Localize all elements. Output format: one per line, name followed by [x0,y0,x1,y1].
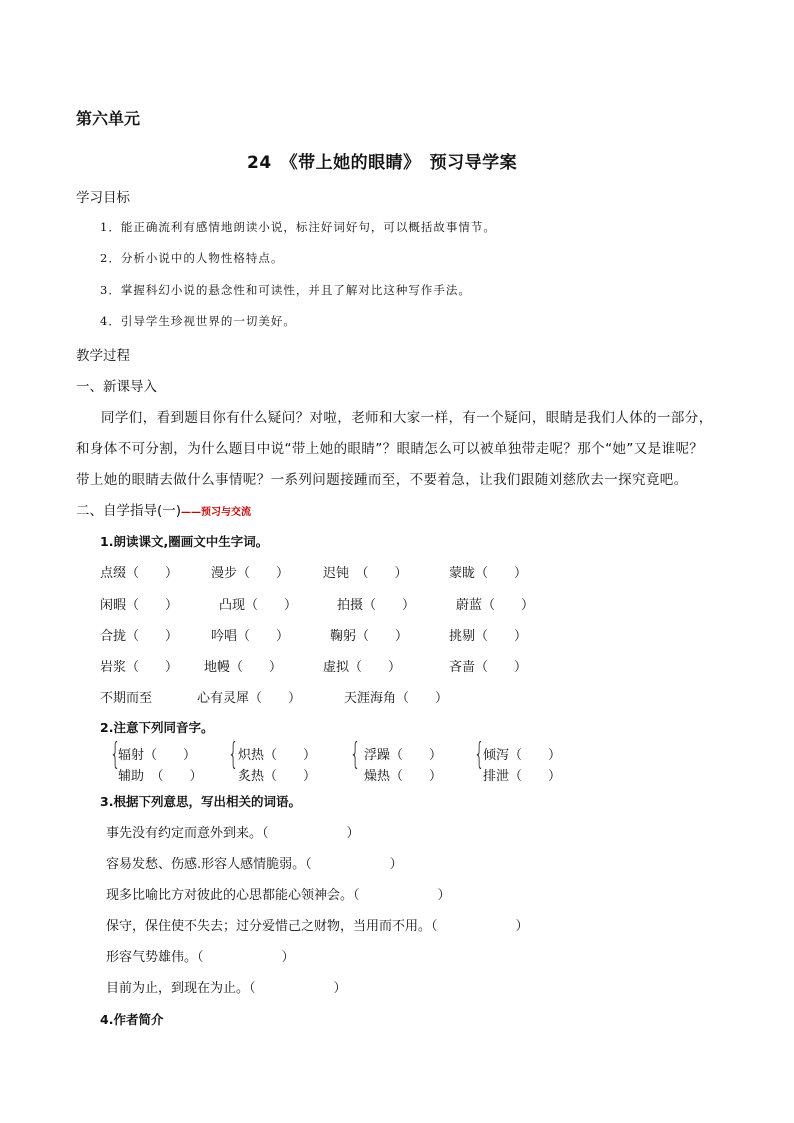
process-heading: 教学过程 [76,348,130,364]
vocab-item: 天涯海角（ ） [344,691,449,706]
objective-item: 2．分析小说中的人物性格特点。 [100,251,284,265]
homophone-item: 倾泻（ ） [483,748,562,763]
page-title: 24 《带上她的眼睛》 预习导学案 [247,153,518,173]
vocab-item: 鞠躬（ ） [330,629,409,644]
vocab-item: 蔚蓝（ ） [456,598,535,613]
question-3: 3.根据下列意思，写出相关的词语。 [100,794,301,809]
brace-icon: { [228,737,239,772]
homophone-item: 浮躁（ ） [364,748,443,763]
meaning-item: 保守，保住使不失去；过分爱惜己之财物，当用而不用。（ ） [106,919,529,934]
vocab-item: 蒙眬（ ） [449,566,528,581]
homophone-item: 炙热（ ） [238,769,317,784]
meaning-item: 目前为止，到现在为止。（ ） [106,981,347,996]
intro-line: 带上她的眼睛去做什么事情呢？一系列问题接踵而至，不要着急，让我们跟随刘慈欣去一探究竟吧。 [76,472,688,488]
section-self-study-heading [76,499,251,519]
homophone-item: 辅助 （ ） [118,769,203,784]
intro-line: 和身体不可分割，为什么题目中说“带上她的眼睛”？眼睛怎么可以被单独带走呢？那个“她”又是谁呢？ [76,441,704,457]
objective-item: 1．能正确流利有感情地朗读小说，标注好词好句，可以概括故事情节。 [100,220,496,234]
objective-item: 4．引导学生珍视世界的一切美好。 [100,314,296,328]
objective-item: 3．掌握科幻小说的悬念性和可读性，并且了解对比这种写作手法。 [100,283,471,297]
question-1: 1.朗读课文,圈画文中生字词。 [100,534,269,549]
homophone-item: 排泄（ ） [483,769,562,784]
homophone-item: 辐射（ ） [118,748,197,763]
homophone-item: 燥热（ ） [364,769,443,784]
homophone-item: 炽热（ ） [238,748,317,763]
section-intro-heading: 一、新课导入 [76,379,157,395]
section-self-study-sub: ——预习与交流 [181,507,252,518]
vocab-item: 岩浆（ ） [100,660,179,675]
unit-heading: 第六单元 [76,109,141,128]
meaning-item: 容易发愁、伤感.形容人感情脆弱。（ ） [106,857,403,872]
vocab-item: 心有灵犀（ ） [197,691,302,706]
brace-icon: { [474,737,485,772]
question-4: 4.作者简介 [100,1012,164,1027]
vocab-item: 地幔（ ） [204,660,283,675]
section-self-study-label: 二、自学指导(一) [76,503,182,519]
vocab-item: 闲暇（ ） [100,598,179,613]
brace-icon: { [350,737,361,772]
vocab-item: 不期而至 [100,691,153,706]
vocab-item: 迟钝 （ ） [323,566,408,581]
brace-icon: { [110,737,121,772]
meaning-item: 现多比喻比方对彼此的心思都能心领神会。（ ） [106,888,451,903]
objectives-heading: 学习目标 [76,190,130,206]
vocab-item: 吝啬（ ） [449,660,528,675]
vocab-item: 合拢（ ） [100,629,179,644]
meaning-item: 事先没有约定而意外到来。（ ） [106,826,360,841]
vocab-item: 漫步（ ） [211,566,290,581]
intro-line: 同学们，看到题目你有什么疑问？对啦，老师和大家一样，有一个疑问，眼睛是我们人体的一部分， [101,410,713,426]
question-2: 2.注意下列同音字。 [100,720,214,735]
vocab-item: 挑剔（ ） [449,629,528,644]
vocab-item: 凸现（ ） [219,598,298,613]
vocab-item: 虚拟（ ） [323,660,402,675]
vocab-item: 拍摄（ ） [337,598,416,613]
vocab-item: 点缀（ ） [100,566,179,581]
vocab-item: 吟唱（ ） [211,629,290,644]
meaning-item: 形容气势雄伟。（ ） [106,950,295,965]
